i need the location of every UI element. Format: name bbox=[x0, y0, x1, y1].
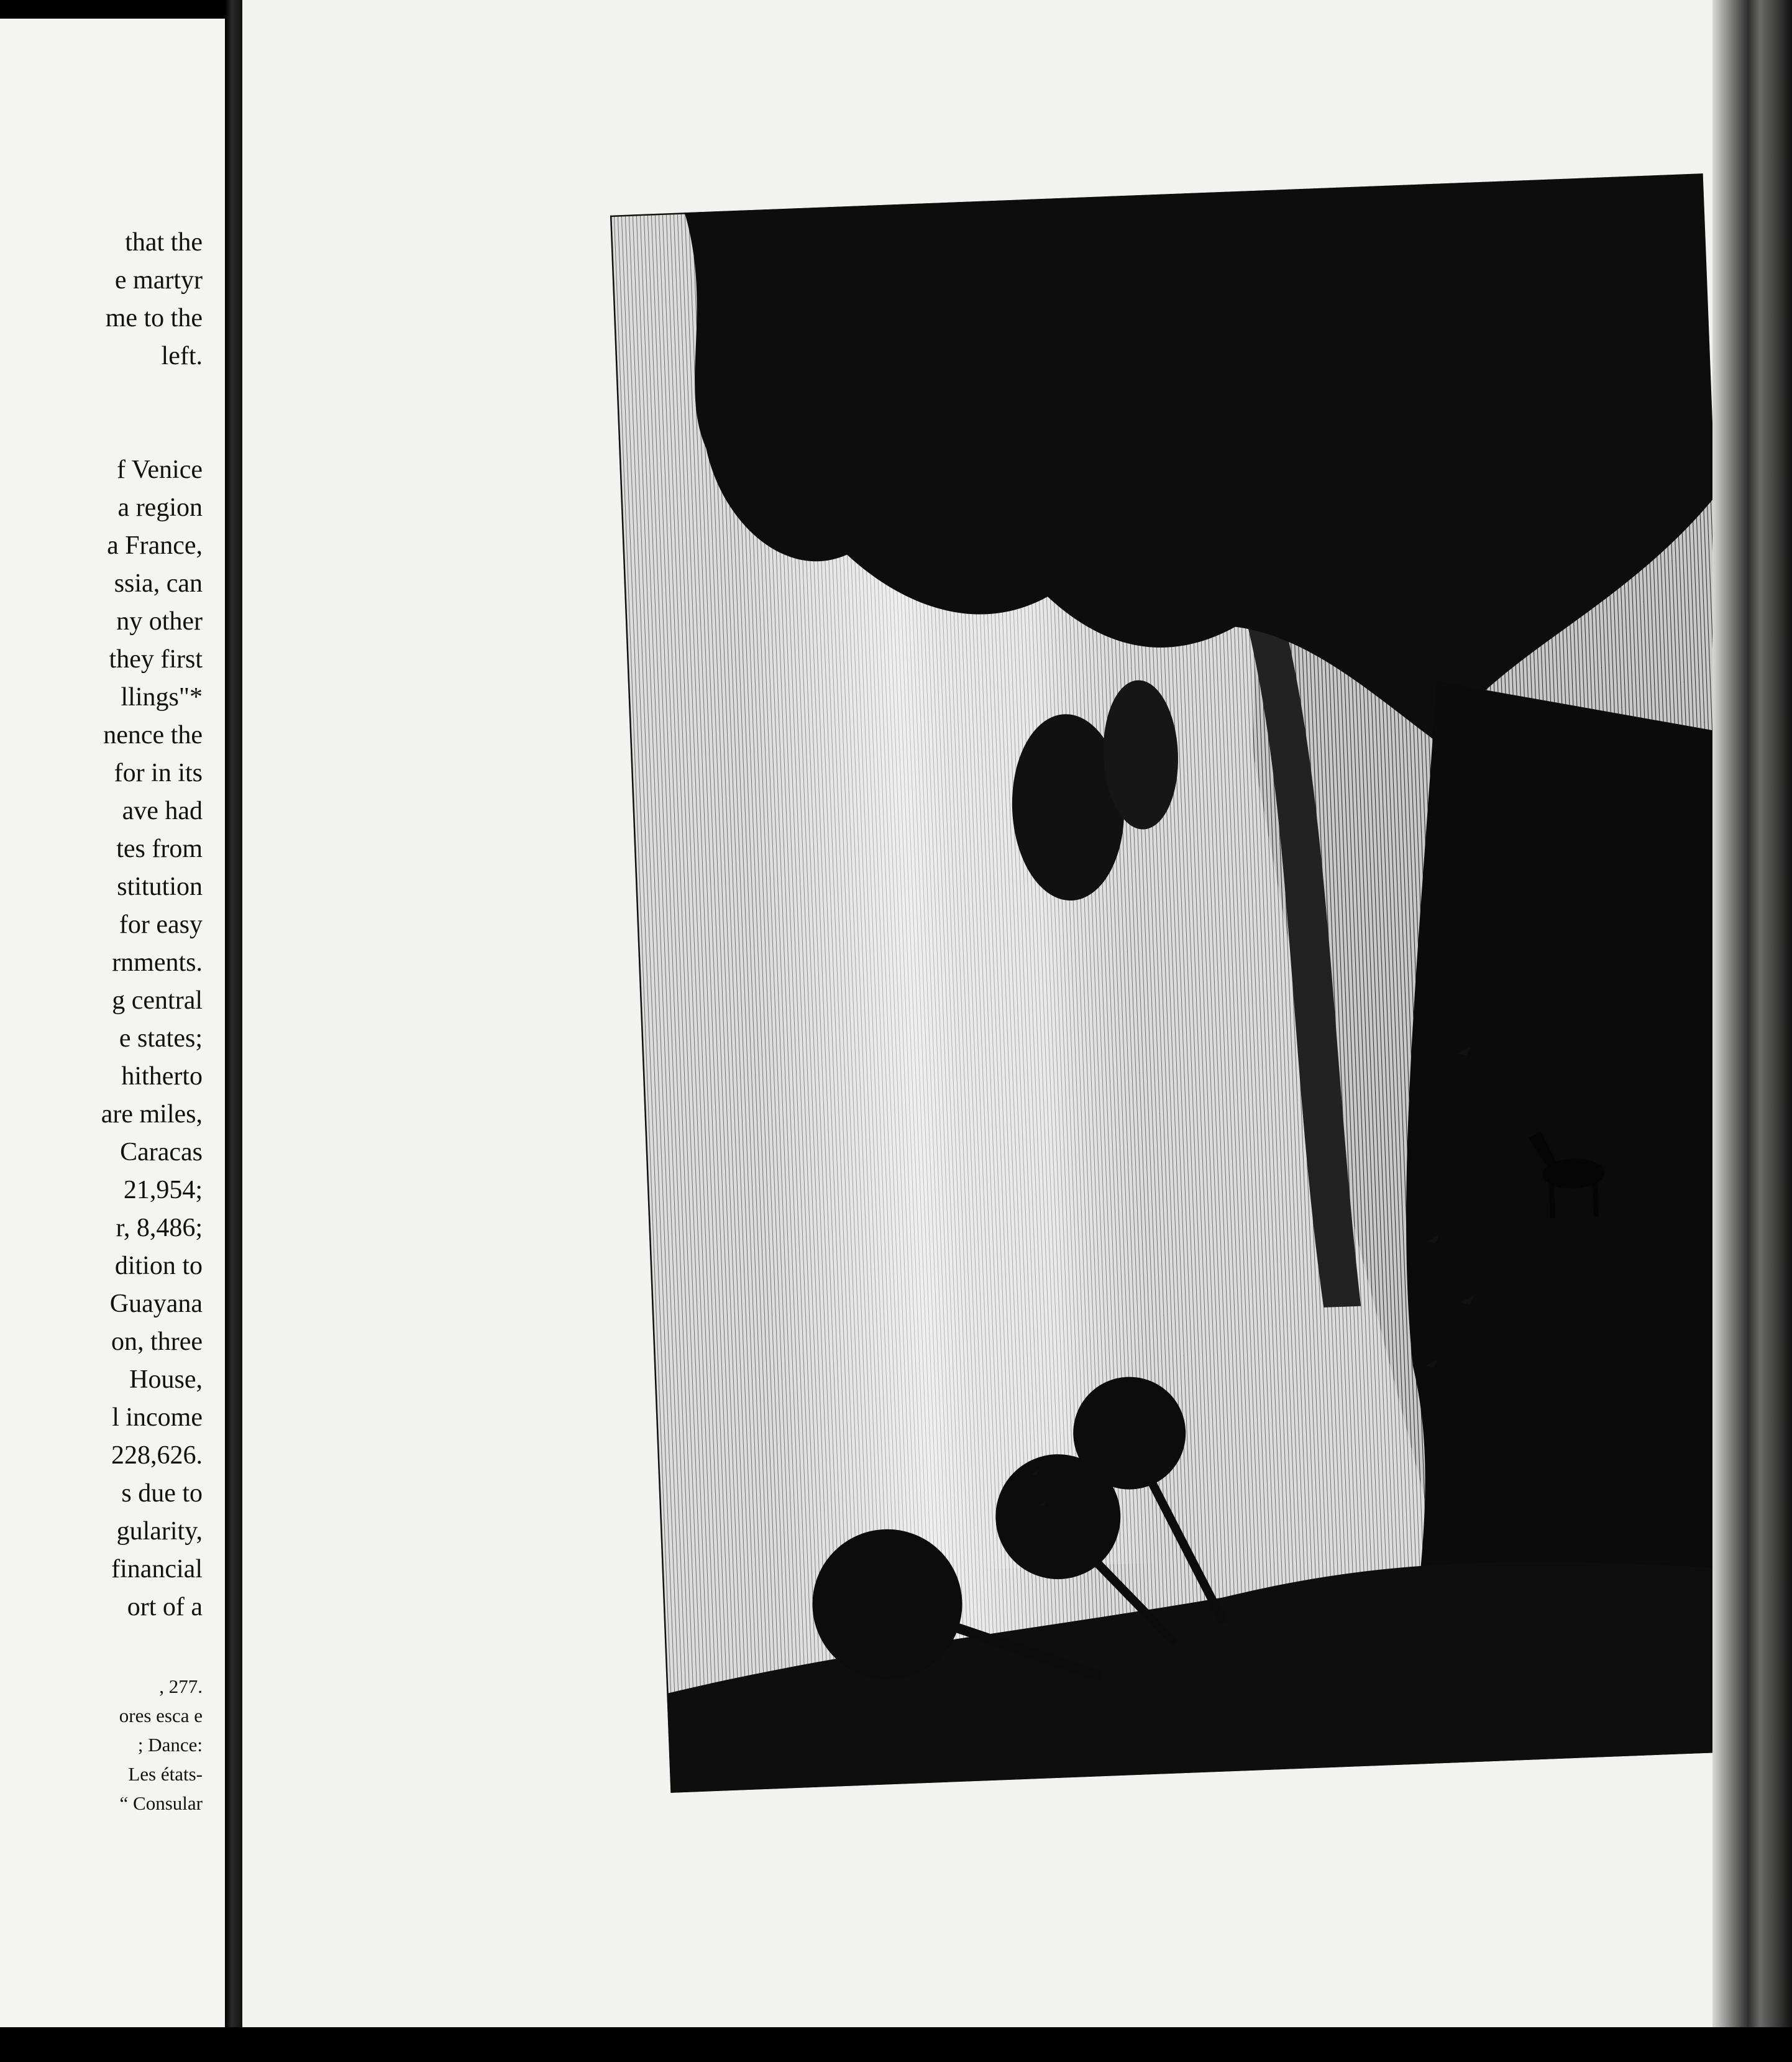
body-text-line: s due to bbox=[121, 1479, 203, 1508]
body-text-line: me to the bbox=[105, 304, 203, 332]
book-gutter bbox=[225, 0, 242, 2062]
plate-page bbox=[242, 0, 1712, 2062]
body-text-line: e states; bbox=[119, 1024, 203, 1053]
body-text-line: Guayana bbox=[109, 1290, 203, 1318]
left-page-body-text bbox=[0, 224, 203, 1626]
book-fore-edge bbox=[1712, 0, 1792, 2062]
body-text-line: dition to bbox=[114, 1252, 203, 1280]
body-text-line: f Venice bbox=[117, 456, 203, 484]
body-text-line: they first bbox=[109, 645, 203, 674]
footnote-line: Les états- bbox=[128, 1763, 203, 1785]
body-text-line: l income bbox=[112, 1403, 203, 1432]
body-text-line: a France, bbox=[107, 531, 203, 560]
body-text-line: 21,954; bbox=[123, 1176, 203, 1204]
body-text-line: r, 8,486; bbox=[116, 1214, 203, 1242]
body-text-line: on, three bbox=[111, 1327, 203, 1356]
body-text-line: ny other bbox=[116, 607, 203, 636]
body-text-line: for in its bbox=[114, 759, 203, 787]
body-text-line bbox=[0, 375, 203, 413]
body-text-line: 228,626. bbox=[111, 1441, 203, 1470]
body-text-line: e martyr bbox=[114, 266, 203, 295]
footnote-line: ; Dance: bbox=[137, 1734, 203, 1756]
body-text-line: hitherto bbox=[121, 1062, 203, 1091]
body-text-line bbox=[0, 413, 203, 451]
body-text-line: tes from bbox=[116, 835, 203, 863]
body-text-line: for easy bbox=[119, 910, 203, 939]
footnote-line: ores esca e bbox=[119, 1705, 203, 1726]
body-text-line: ort of a bbox=[127, 1593, 203, 1621]
body-text-line: Caracas bbox=[120, 1138, 203, 1166]
footnote-line: , 277. bbox=[159, 1675, 203, 1697]
body-text-line: rnments. bbox=[112, 948, 203, 977]
body-text-line: gularity, bbox=[116, 1517, 203, 1546]
body-text-line: that the bbox=[125, 228, 203, 257]
river-scene-engraving bbox=[610, 173, 1763, 1793]
body-text-line: House, bbox=[129, 1365, 203, 1394]
body-text-line: a region bbox=[117, 493, 203, 522]
scan-bottom-band bbox=[0, 2027, 1792, 2062]
left-page-footnotes bbox=[119, 1672, 203, 1818]
footnote-line: “ Consular bbox=[119, 1792, 203, 1814]
body-text-line: left. bbox=[161, 342, 203, 370]
engraving-plate bbox=[610, 173, 1763, 1793]
body-text-line: nence the bbox=[103, 721, 203, 749]
body-text-line: ssia, can bbox=[114, 569, 203, 598]
body-text-line: stitution bbox=[117, 873, 203, 901]
body-text-line: are miles, bbox=[101, 1100, 203, 1129]
body-text-line: ave had bbox=[122, 797, 203, 825]
left-page bbox=[0, 19, 225, 2032]
body-text-line: g central bbox=[112, 986, 203, 1015]
body-text-line: financial bbox=[111, 1555, 203, 1583]
body-text-line: llings"* bbox=[121, 683, 203, 712]
